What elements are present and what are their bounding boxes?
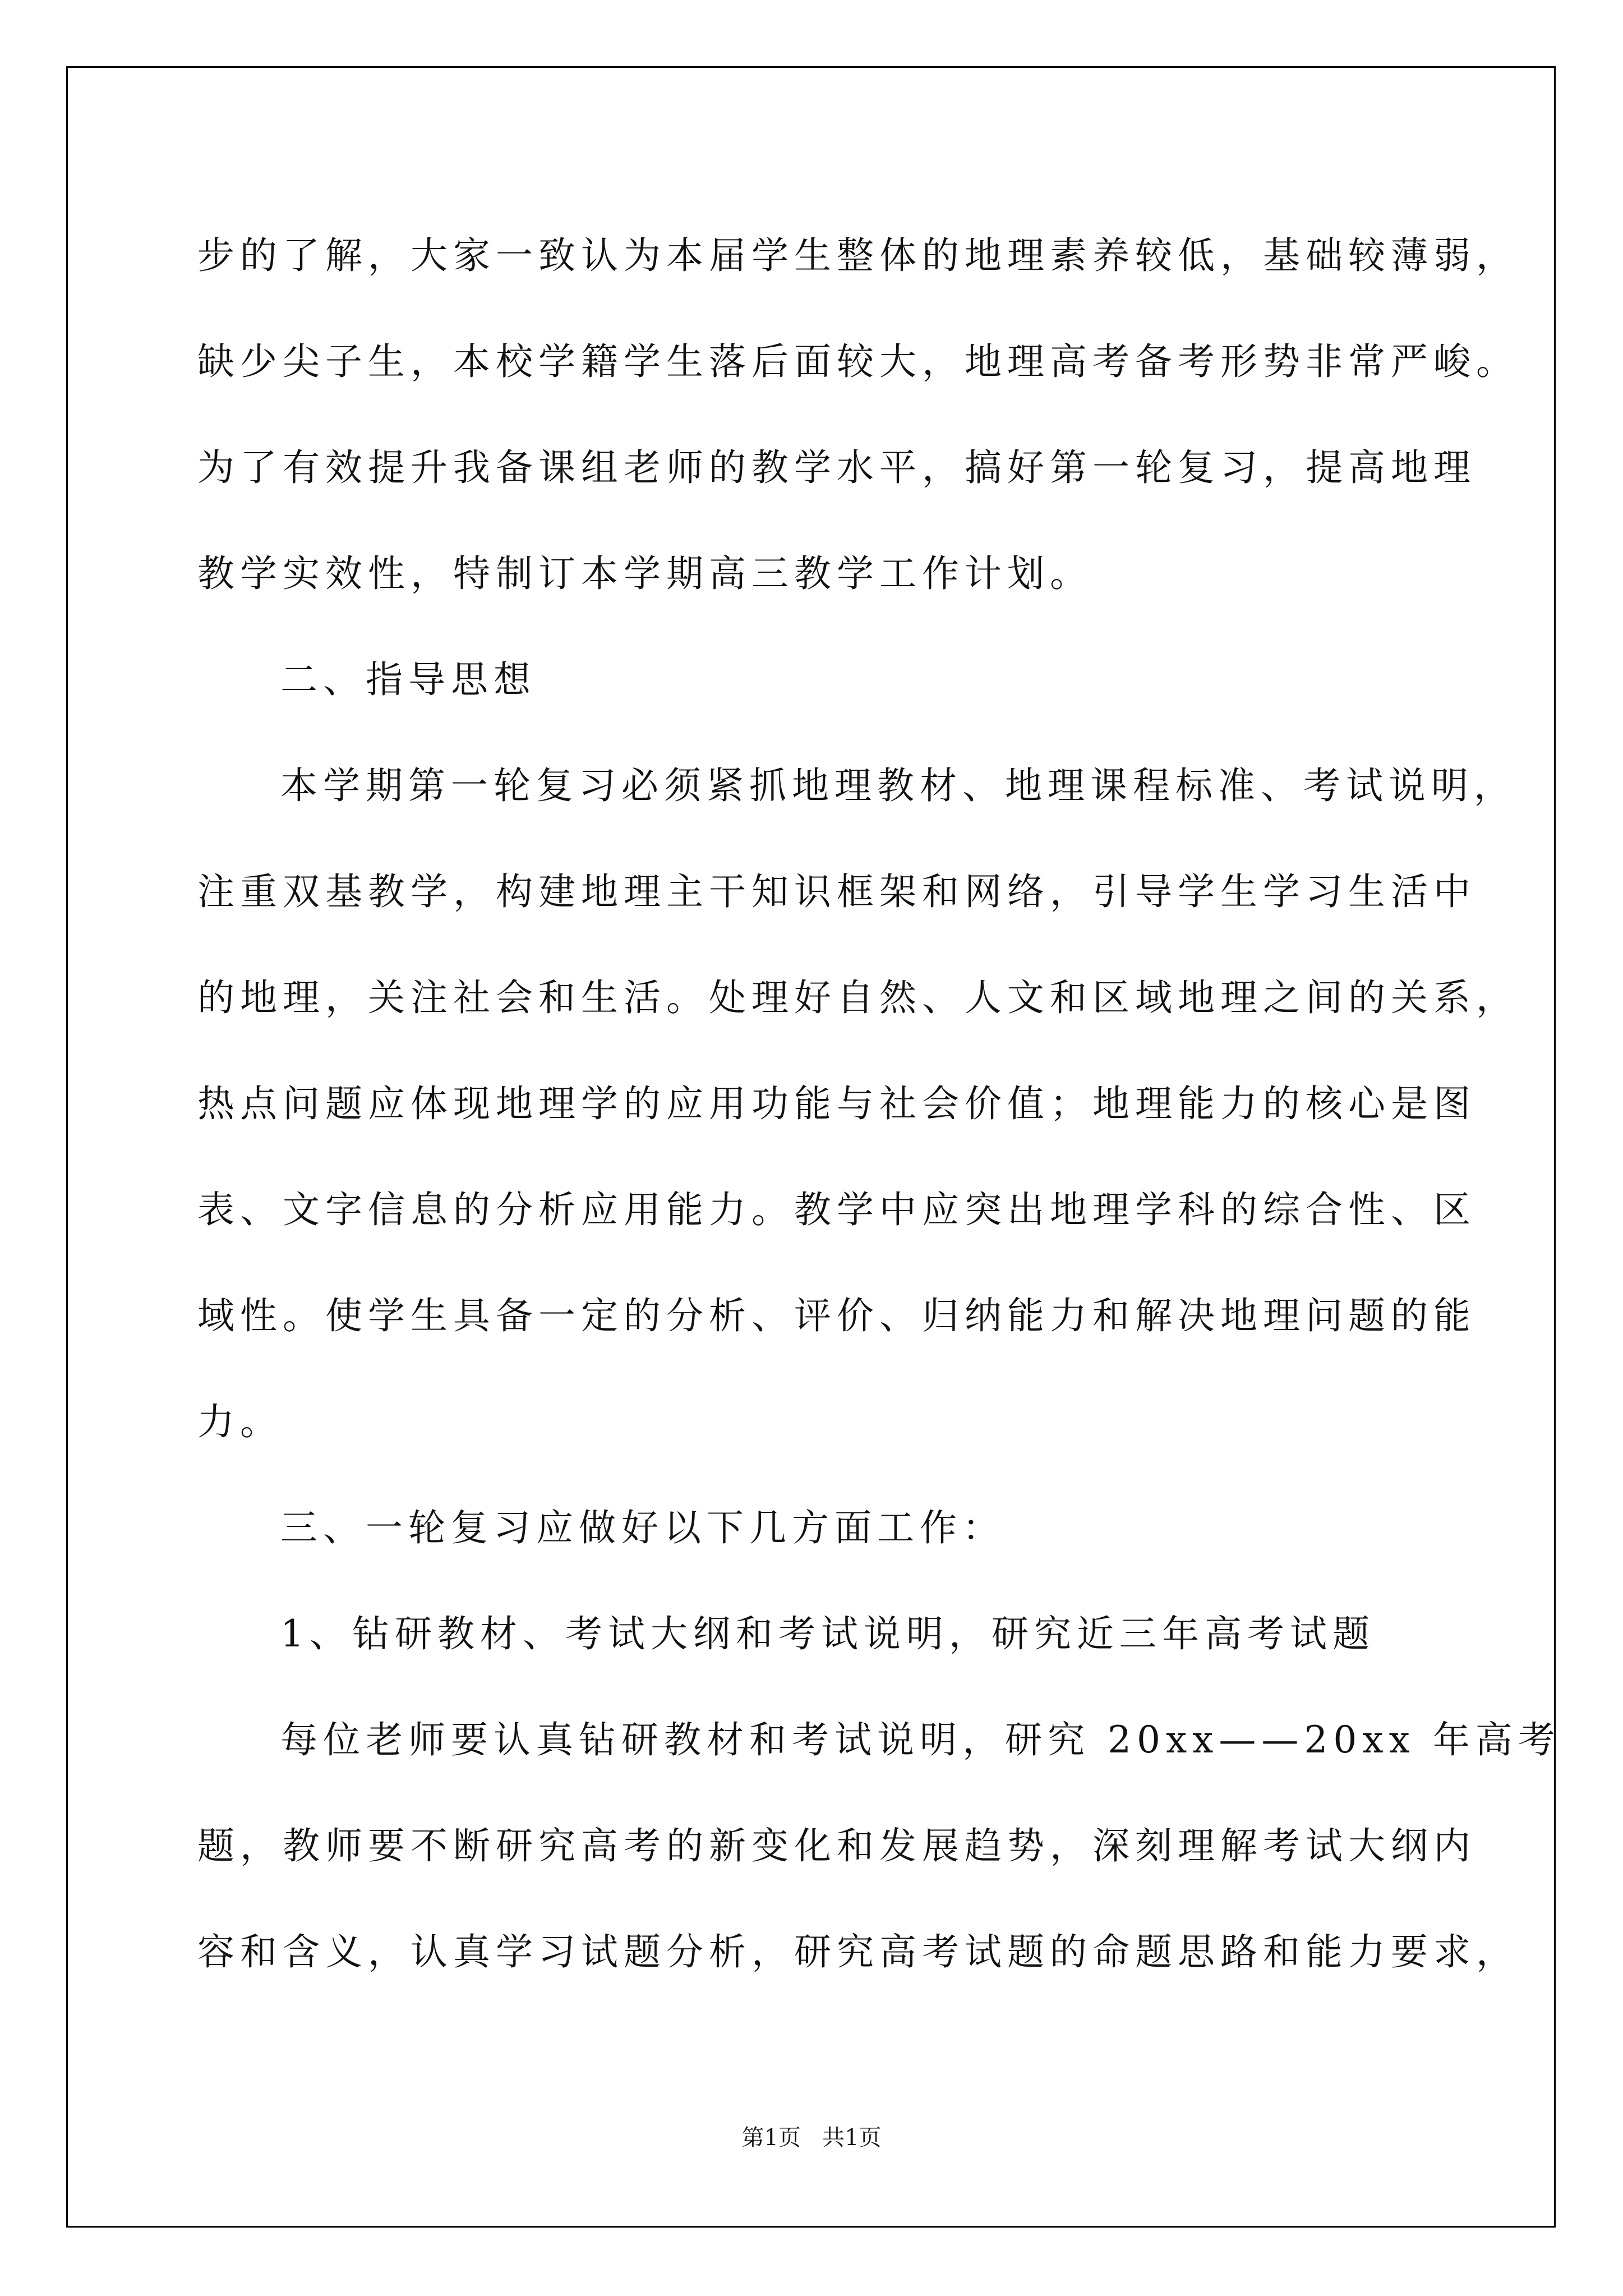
text-line: 表、文字信息的分析应用能力。教学中应突出地理学科的综合性、区 xyxy=(197,1188,1476,1231)
text-line: 注重双基教学，构建地理主干知识框架和网络，引导学生学习生活中 xyxy=(197,870,1476,913)
section-heading: 二、指导思想 xyxy=(280,658,536,701)
page-footer: 第1页 共1页 xyxy=(741,2125,882,2151)
section-heading: 三、一轮复习应做好以下几方面工作： xyxy=(280,1506,1005,1549)
text-line: 本学期第一轮复习必须紧抓地理教材、地理课程标准、考试说明， xyxy=(280,764,1516,807)
text-line: 力。 xyxy=(197,1400,283,1443)
text-line: 域性。使学生具备一定的分析、评价、归纳能力和解决地理问题的能 xyxy=(197,1294,1476,1337)
subsection-heading: 1、钻研教材、考试大纲和考试说明，研究近三年高考试题 xyxy=(280,1612,1375,1655)
page-border xyxy=(66,66,1556,2228)
text-line: 为了有效提升我备课组老师的教学水平，搞好第一轮复习，提高地理 xyxy=(197,446,1476,489)
text-line: 热点问题应体现地理学的应用功能与社会价值；地理能力的核心是图 xyxy=(197,1082,1476,1125)
text-line: 容和含义，认真学习试题分析，研究高考试题的命题思路和能力要求， xyxy=(197,1930,1519,1973)
text-line: 的地理，关注社会和生活。处理好自然、人文和区域地理之间的关系， xyxy=(197,976,1519,1019)
text-line: 题，教师要不断研究高考的新变化和发展趋势，深刻理解考试大纲内 xyxy=(197,1824,1476,1867)
text-line: 教学实效性，特制订本学期高三教学工作计划。 xyxy=(197,552,1092,595)
text-line: 步的了解，大家一致认为本届学生整体的地理素养较低，基础较薄弱， xyxy=(197,234,1519,277)
text-line: 缺少尖子生，本校学籍学生落后面较大，地理高考备考形势非常严峻。 xyxy=(197,340,1519,383)
text-line: 每位老师要认真钻研教材和考试说明，研究 20xx——20xx 年高考 xyxy=(280,1718,1561,1761)
